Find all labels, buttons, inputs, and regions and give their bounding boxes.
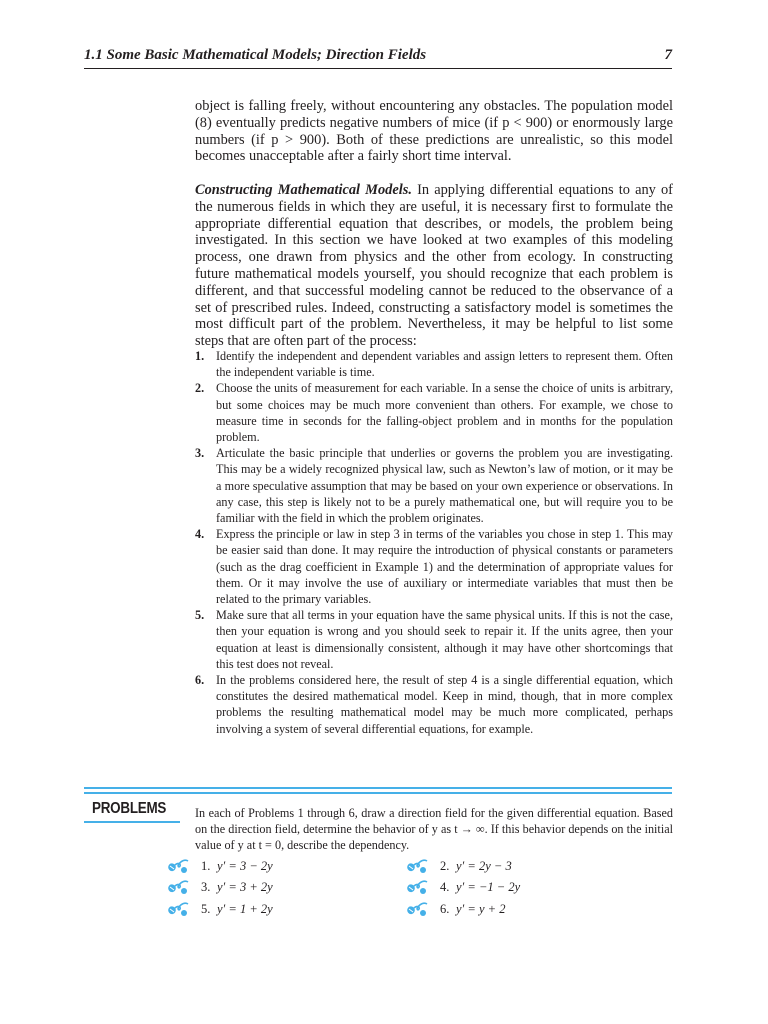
step-number: 6. xyxy=(195,673,205,688)
list-item xyxy=(195,672,673,737)
list-item xyxy=(195,607,673,672)
step-text: Choose the units of measurement for each variable. In a sense the choice of units is arbitrary, but some choices may be much more convenient than others. For example, we chose to measure time in seconds for the falling-object problem and in months for the population problem. xyxy=(216,381,673,445)
section-title: 1.1 Some Basic Mathematical Models; Direction Fields xyxy=(84,47,427,63)
step-number: 2. xyxy=(195,381,205,396)
page-number: 7 xyxy=(664,47,672,63)
problem-number: 6. xyxy=(440,902,450,916)
step-number: 1. xyxy=(195,349,205,363)
step-number: 3. xyxy=(195,446,205,461)
problem-equation: y′ = 3 + 2y xyxy=(217,880,273,894)
step-text: In the problems considered here, the result of step 4 is a single differential equation, which constitutes the desired mathematical model. Keep in mind, though, that in more complex problems the resulting mathematical model may be much more complicated, perhaps involving a system of several differential equations, for example. xyxy=(216,673,673,736)
problem-equation: y′ = 2y − 3 xyxy=(456,859,512,873)
computer-mouse-icon xyxy=(166,899,190,919)
computer-mouse-icon xyxy=(405,899,429,919)
paragraph-population-model: object is falling freely, without encountering any obstacles. The population model (8) eventually predicts negative numbers of mice (if p < 900) or enormously large numbers (if p > 900). Both of these predictions are unrealistic, so this model becomes unacceptable after a fairly short time interval. xyxy=(195,98,673,165)
problem-equation: y′ = y + 2 xyxy=(456,902,506,916)
problem-number: 1. xyxy=(201,859,211,873)
modeling-steps-list xyxy=(195,348,673,737)
problems-intro: In each of Problems 1 through 6, draw a direction field for the given differential equation. Based on the direction field, determine the behavior of y as t → ∞. If this behavior depends on the initial value of y at t = 0, describe the dependency. xyxy=(195,806,673,852)
problem-equation: y′ = −1 − 2y xyxy=(456,880,521,894)
run-in-heading: Constructing Mathematical Models. xyxy=(195,182,412,198)
section-divider-top xyxy=(84,787,672,789)
paragraph-text: In applying differential equations to any of the numerous fields in which they are useful, it is necessary first to formulate the appropriate differential equation that describes, or models, the problem being investigated. In this section we have looked at two examples of this modeling process, one drawn from physics and the other from ecology. In constructing future mathematical models yourself, you should recognize that each problem is different, and that successful modeling cannot be reduced to the observance of a set of prescribed rules. Indeed, constructing a satisfactory model is sometimes the most difficult part of the problem. Nevertheless, it may be helpful to list some steps that are often part of the process: xyxy=(195,182,673,350)
problem-number: 3. xyxy=(201,880,211,894)
problem-equation: y′ = 1 + 2y xyxy=(217,902,273,916)
problem-number: 4. xyxy=(440,880,450,894)
list-item xyxy=(195,526,673,607)
step-text: Identify the independent and dependent variables and assign letters to represent them. Often the independent variable is time. xyxy=(216,349,673,380)
step-number: 5. xyxy=(195,608,205,623)
problems-heading: PROBLEMS xyxy=(92,800,167,817)
computer-mouse-icon xyxy=(166,877,190,897)
step-text: Express the principle or law in step 3 in terms of the variables you chose in step 1. This may be easier said than done. It may require the introduction of physical constants or parameters (such as the drag coefficient in Example 1) and the determination of appropriate values for them. Or it may involve the use of auxiliary or intermediate variables that must then be related to the primary variables. xyxy=(216,527,673,607)
paragraph-constructing-models xyxy=(195,182,673,350)
computer-mouse-icon xyxy=(405,856,429,876)
section-divider-bottom xyxy=(84,792,672,794)
problem-number: 5. xyxy=(201,902,211,916)
list-item xyxy=(195,445,673,526)
step-number: 4. xyxy=(195,527,205,542)
running-header xyxy=(84,46,672,68)
problems-heading-underline xyxy=(84,821,180,823)
step-text: Make sure that all terms in your equation have the same physical units. If this is not the case, then your equation is wrong and you should seek to repair it. If the units agree, then your equation at least is dimensionally consistent, although it may have other shortcomings that this test does not reveal. xyxy=(216,608,673,671)
list-item xyxy=(195,348,673,380)
computer-mouse-icon xyxy=(405,877,429,897)
header-rule xyxy=(84,68,672,69)
problem-number: 2. xyxy=(440,859,450,873)
problem-equation: y′ = 3 − 2y xyxy=(217,859,273,873)
computer-mouse-icon xyxy=(166,856,190,876)
step-text: Articulate the basic principle that underlies or governs the problem you are investigating. This may be a widely recognized physical law, such as Newton’s law of motion, or it may be a more speculative assumption that may be based on your own experience or observations. In any case, this step is likely not to be a purely mathematical one, but will require you to be familiar with the field in which the problem originates. xyxy=(216,446,673,526)
list-item xyxy=(195,380,673,445)
